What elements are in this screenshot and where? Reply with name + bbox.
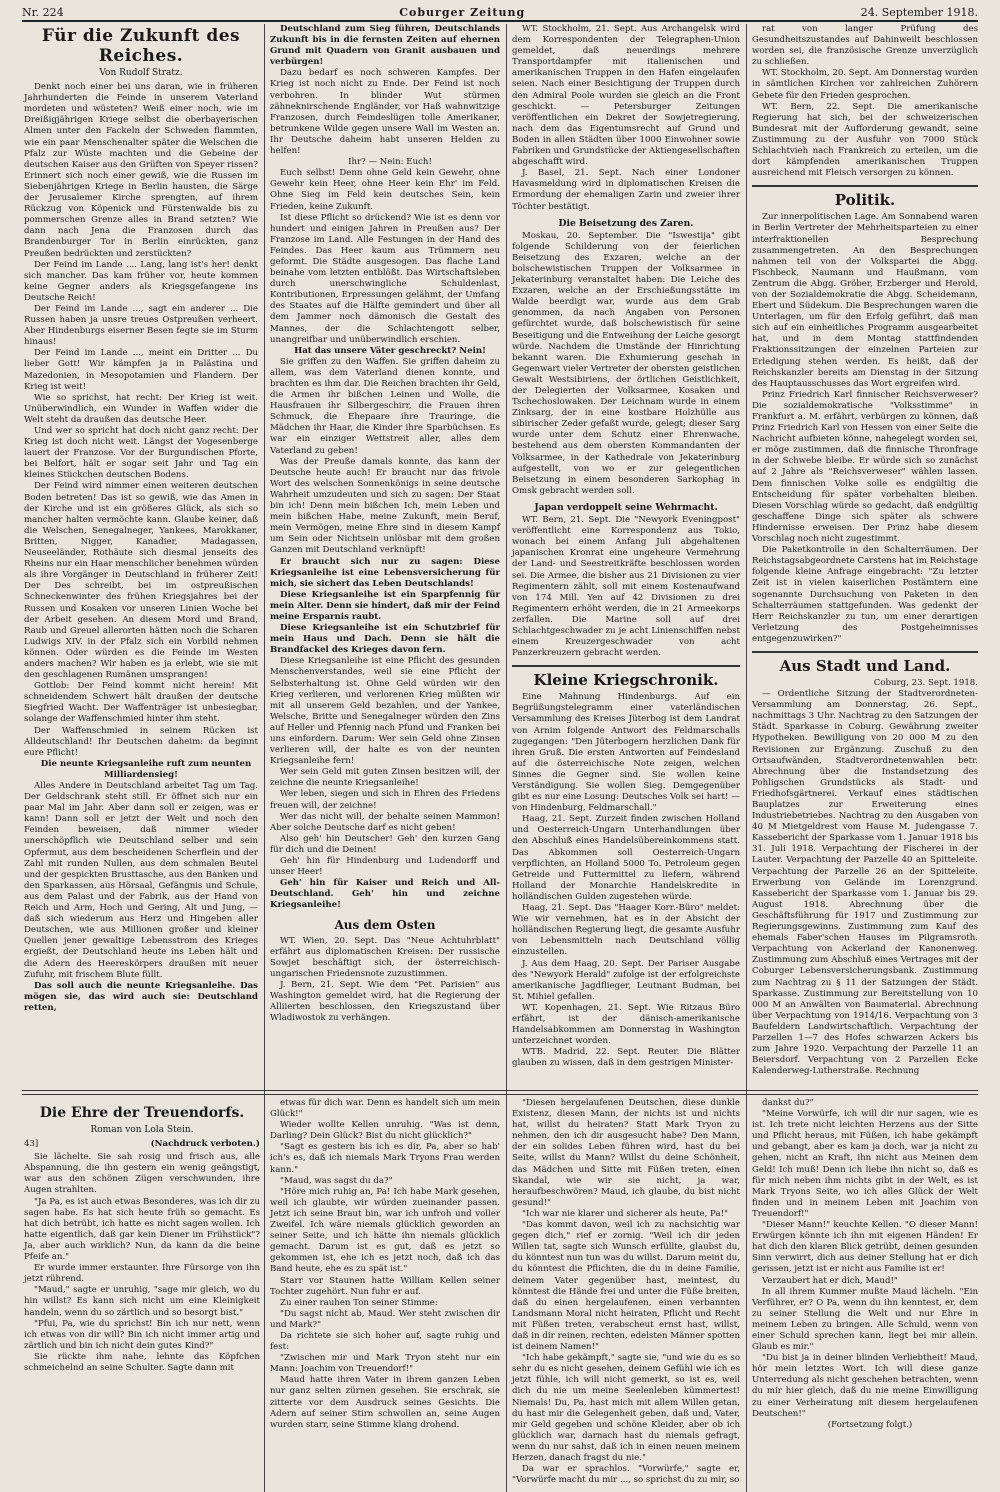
paragraph: WT. Wien, 20. Sept. Das "Neue Achtuhrblatt" erfährt aus diplomatischen Kreisen: Der russische Sowjet beschäftigt sich, der österreichisch-ungarischen Friedensnote zuzustimmen.	[270, 935, 500, 979]
paragraph: Wer sein Geld mit guten Zinsen besitzen will, der zeichne die neunte Kriegsanleihe!	[270, 767, 500, 789]
column-rule	[746, 24, 747, 1492]
paragraph: Diese Kriegsanleihe ist ein Sparpfennig für mein Alter. Denn sie hindert, daß mir der Feind meine Ersparnis raubt.	[270, 589, 500, 622]
paragraph: Sie rückte ihm nahe, lehnte das Köpfchen schmeichelnd an seine Schulter. Sagte dann mit	[24, 1351, 260, 1373]
masthead	[22, 4, 978, 22]
section-heading-japan: Japan verdoppelt seine Wehrmacht.	[534, 501, 718, 513]
paragraph: "Du sagst nicht ab, Maud. Wer steht zwischen dir und Mark?"	[270, 1308, 500, 1330]
article-title: Für die Zukunft des Reiches.	[41, 26, 241, 66]
paragraph: "Sagt es gestern bis ich es dir, Pa, aber so hab' ich's es, daß ich niemals Mark Tryons Frau werden kann."	[270, 1142, 500, 1175]
paragraph: "Pfui, Pa, wie du sprichst! Bin ich nur nett, wenn ich etwas von dir will? Bin ich nicht immer artig und zärtlich und bin ich nicht dein gutes Kind?"	[24, 1318, 260, 1351]
paragraph: dankst du?"	[762, 1098, 814, 1108]
paragraph: Hat das unsere Väter geschreckt? Nein!	[294, 345, 486, 356]
paragraph: Da war er sprachlos. "Vorwürfe," sagte er, "Vorwürfe macht du mir ..., so sprichst du zu mir, so	[512, 1464, 740, 1486]
paragraph: Der Feind wird nimmer einen weiteren deutschen Boden betreten! Das ist so gewiß, wie das Amen in der Kirche und ist ein größeres Glück, als sich so mancher halten vermöchte kann. Glaube keiner, daß die Welschen, Senegalneger, Yankees, Marokkaner, Britten, Nigger, Kanadier, Madagassen, Neuseeländer, Rothäute sich diesmal jenseits des Rheins nur ein Haar menschlicher benehmen würden als ihre Vorgänger in Deutschland in früherer Zeit! Der Des schreibt, bei im ostpreußischen Schneckenwinter des frühen Kriegsjahres bei der Russen und Kosaken vor unseren Linien Woche bei der Arbeit gesehen. An diesem Mord und Brand, Raub und Greuel allerorten hätten noch die Scharen Ludwigs XIV. in der Pfalz sich ein Vorbild nehmen können. Oder würden es die Feinde im Westen anders machen? Wir haben es ja erlebt, wie sie mit den geschlagenen Rumänen umsprangen!	[24, 481, 258, 681]
paragraph: "Meine Vorwürfe, ich will dir nur sagen, wie es ist. Ich trete nicht leichten Herzens aus der Sitte und Pflicht heraus, mit Füßen, ich habe gekämpft und gebangt, aber es kam ja doch, war ja nicht zu gehen, nicht an Kraft, ihn nicht aus Meinen dem Geld! Ich muß! Denn ich liebe ihn nicht so, daß es für mich neben ihm nichts gibt in der Welt, es ist Mark Tryons Seite, wo ich alles Glück der Welt finden und in meinem Leben mit Joachim von Treuendorf!"	[752, 1109, 978, 1219]
paragraph: Eine Mahnung Hindenburgs. Auf ein Begrüßungstelegramm einer vaterländischen Versammlung des Kreises Jüterbog ist dem Landrat von Arnim folgende Antwort des Feldmarschalls zugegangen: "Den Jüterbogern herzlichen Dank für ihren Gruß. Die ersten Antworten auf Feindesland auf die österreichische Note zeigen, welchen Sinnes die Gegner sind. Sie wollen keine Verständigung. Sie wollen Sieg. Demgegenüber gibt es nur eine Losung: Deutsches Volk sei hart! — von Hindenburg, Feldmarschall."	[512, 692, 740, 814]
paragraph: etwas für dich war. Denn es handelt sich um mein Glück!"	[270, 1098, 500, 1120]
paragraph: Er wurde immer erstaunter. Ihre Fürsorge von ihn jetzt rührend.	[24, 1263, 260, 1285]
paragraph: rat von langer Prüfung des Gesundheitszustandes auf Dahinweilt beschlossen worden sei, die französische Grenze unverzüglich zu schließen.	[752, 24, 978, 68]
paragraph: Denkt noch einer bei uns daran, wie in früheren Jahrhunderten die Feinde in unserem Vaterland mordeten und wüsteten? Weiß einer noch, wie im Dreißigjährigen Kriege selbst die oberbayerischen Almen unter den Fackeln der Schweden flammten, wie ein paar Menschenalter später die Welschen die Pfalz zur Wüste machten und die Gebeine der deutschen Kaiser aus den Grüften von Speyer rissen? Erinnert sich noch einer gewiß, wie die Russen im Siebenjährigen Kriege in Berlin hausten, die Särge der Jerusalemer Kirche sprengten, auf ihrem Rückzug von Köpenick und Fürstenwalde bis zu pommerschen Grenze alles in Brand setzten? Wie dann nach Jena die Franzosen durch das Brandenburger Tor in Berlin einrückten, ganz Preußen bedrückten und zerstückten?	[24, 82, 258, 259]
paragraph: Prinz Friedrich Karl finnischer Reichsverweser? Die sozialdemokratische "Volksstimme" in Frankfurt a. M. erfährt, verbürgen zu können, daß Prinz Friedrich Karl von Hessen von einer Seite die Nachricht aufbieten könne, nahegelegt worden sei, er möge zustimmen, daß die finnische Thronfrage in der Schwebe bleibe. Er würde sich so zunächst auf 2 Jahre als "Reichsverweser" wählen lassen. Dem finnischen Volke solle es endgültig die Entscheidung für später vorbehalten bleiben. Diesen Vorschlag würde so gedacht, daß endgültig geschaffene Dinge sich später als schwere Hindernisse erweisen. Der Prinz habe diesem Vorschlag noch nicht zugestimmt.	[752, 389, 978, 545]
paragraph: "Ja Pa, es ist auch etwas Besonderes, was ich dir zu sagen habe. Es hat sich heute früh so gemacht. Es hat dich betrübt, ich hatte es nicht sagen wollen. Ich hatte eigentlich, daß gar kein Diener im Frühstück"? Ja, aber auch wirklich? Nun, da kann da die beine Pfeife an."	[24, 1196, 260, 1263]
paragraph: WT. Stockholm, 21. Sept. Aus Archangelsk wird dem Korrespondenten der Telegraphen-Union gemeldet, daß neuerdings mehrere Transportdampfer mit italienischen und amerikanischen Truppen in den Hafen eingelaufen seien. Nach einer Besichtigung der Truppen durch den Admiral Poole wurden sie gleich an die Front geschickt. — Petersburger Zeitungen veröffentlichen ein Dekret der Sowjetregierung, nach dem das Eigentumsrecht auf Grund und Boden in allen Städten über 1000 Einwohner sowie Fabriken und Grundstücke der Aktiengesellschaften abgeschafft wird.	[512, 24, 740, 168]
paragraph: Haag, 21. Sept. Zurzeit finden zwischen Holland und Oesterreich-Ungarn Unterhandlungen über den Abschluß eines Handelsübereinkommens statt. Das Abkommen soll Oesterreich-Ungarn verpflichten, an Holland 5000 To. Petroleum gegen Getreide und Futtermittel zu liefern, während Holland der Monarchie Handelskredite in holländischen Gulden zugestehen würde.	[512, 814, 740, 902]
paragraph: Und wer so spricht hat doch nicht ganz recht: Der Krieg ist doch nicht weit. Längst der Vogesenberge lauert der Franzose. Vor der Burgundischen Pforte, bei Belfort, hält er sogar seit Jahr und Tag ein kleines Stückchen deutschen Bodens.	[24, 426, 258, 481]
reprint-notice: (Nachdruck verboten.)	[150, 1139, 260, 1150]
serial-title: Die Ehre der Treuendorfs.	[39, 1105, 245, 1121]
column-3	[512, 24, 740, 1084]
paragraph: Ihr? — Nein: Euch!	[348, 157, 432, 168]
paragraph: Wer das nicht will, der behalte seinen Mammon! Aber solche Deutsche darf es nicht geben!	[270, 811, 500, 833]
paragraph: "Höre mich ruhig an, Pa! Ich habe Mark gesehen, weil ich glaubte, wir würden zueinander passen. Jetzt ich seine Braut bin, war ich unfroh und voller Zweifel. Ich wäre niemals glücklich geworden an seiner Seite, und ich hätte ihn niemals glücklich gemacht. Darum ist es gut, daß es jetzt so gekommen ist, ehe ich es jetzt noch, daß ich das Band heute, ehe es zu spät ist."	[270, 1186, 500, 1275]
paragraph: "Du bist ja in deiner blinden Verliebtheit! Maud, hör mein letztes Wort. Ich will diese ganze Unterredung als nicht geschehen betrachten, wenn du mir hier gleich, daß du nie meine Einwilligung zu einer Verheiratung mit diesem hergelaufenen Deutschen!"	[752, 1353, 978, 1419]
paragraph: Diese Kriegsanleihe ist eine Pflicht des gesunden Menschenverstandes, weil sie eine Pflicht der Selbsterhaltung ist. Ohne Geld würden wir den Krieg verlieren, und verlorenen Krieg müßten wir mit all unserem Geld bezahlen, und der Yankee, Welsche, Britte und Senegalneger würden den Zins auf Heller und Pfennig nach Pfund und Franken bei uns einfordern. Darum: Wer sein Geld ohne Zinsen verlieren will, der halte es von der neunten Kriegsanleihe fern!	[270, 656, 500, 767]
paragraph: J. Basel, 21. Sept. Nach einer Londoner Havasmeldung wird in diplomatischen Kreisen die Ermordung der ehemaligen Zarin und zweier ihrer Töchter bestätigt.	[512, 168, 740, 212]
section-heading-stadt: Aus Stadt und Land.	[752, 651, 978, 675]
paragraph: "Ich habe gekämpft," sagte sie, "und wie du es so sehr du es nicht gesehen, deinem Gefühl wie ich es jetzt fühle, ich will nicht gemerkt, so ist es, weil dich du nie um meine Seelenleben kümmertest! Niemals! Du, Pa, hast mich mit allem Willen getan, du hast mir die Gelegenheit geben, daß und, Vater, mir Geld gegeben und schöne Kleider, aber ob ich glücklich war, darnach hast du niemals gefragt, wenn du nur sahst, daß ich in einen neuen meinem Herzen, danach fragst du nie."	[512, 1353, 740, 1463]
newspaper-title: Coburger Zeitung	[399, 5, 526, 19]
paragraph: Er braucht sich nur zu sagen: Diese Kriegsanleihe ist eine Lebensversicherung für mich, sie sichert das Leben Deutschlands!	[270, 556, 500, 589]
paragraph: Sie lächelte. Sie sah rosig und frisch aus, alle Abspannung, die ihn gestern ein wenig geängstigt, war aus den schönen Zügen verschwunden, ihre Augen strahlten.	[24, 1152, 260, 1196]
paragraph: "Ich war nie klarer und sicherer als heute, Pa!"	[522, 1208, 728, 1219]
paragraph: Der Feind im Lande .... Lang, lang ist's her! denkt sich mancher. Das kam früher vor, heute kommen keine Gegner anders als Kriegsgefangene ins Deutsche Reich!	[24, 259, 258, 303]
paragraph: Diese Kriegsanleihe ist ein Schutzbrief für mein Haus und Dach. Denn sie hält die Brandfackel des Krieges davon fern.	[270, 623, 500, 656]
paragraph: "Diesen hergelaufenen Deutschen, diese dunkle Existenz, diesen Mann, der nichts ist und nichts hat, willst du heiraten? Statt Mark Tryon zu nehmen, den ich dir ausgesucht habe? Den Mann, der ein solides Leben führen wird, hast du bei Seite, willst du Mann? Willst du deine Schönheit, das Mädchen und Sitte mit Füßen treten, einen Skandal, wie wir sie nicht, ja war, heraufbeschwören? Maud, ich glaube, du bist nicht gesund!"	[512, 1098, 740, 1208]
paragraph: Wie so sprichst, hat recht: Der Krieg ist weit. Unüberwindlich, ein Wunder in Waffen wider die Welt steht da draußen das deutsche Heer.	[24, 392, 258, 425]
paragraph: Starr vor Staunen hatte William Kellen seiner Tochter zugehört. Nun fuhr er auf.	[270, 1275, 500, 1297]
paragraph: "Das kommt davon, weil ich zu nachsichtig war gegen dich," rief er zornig. "Weil ich dir jeden Willen tat, sagte sich Wunsch erfüllte, glaubst du, du könntest nun tun was du willst. Darum meint du, du könntest die Pflichten, die du in deine Familie, deinem Vater gegenüber hast, meintest, du könntest die Hände frei und unter die Füße breiten, daß du einen hergelaufenen, einen verbannten Landsmann Moral nicht heiraten, Pflicht und Recht mit Füßen treten, verabscheut ernst hast, willst, daß in dir reinen, rechten, edelsten Männer spotten ist deinem Namen!"	[512, 1220, 740, 1353]
serial-column-3	[512, 1098, 740, 1486]
paragraph: Dazu bedarf es noch schweren Kampfes. Der Krieg ist noch nicht zu Ende. Der Feind ist noch verbohren. In blinder Wut stürmen zähneknirschende Engländer, vor Haß wahnwitzige Franzosen, durch Feindeslügen tolle Amerikaner, betrunkene Wilde gegen unsere Wall im Westen an. Ihr Deutsche daheim habt unseren Helden zu helfen!	[270, 68, 500, 157]
paragraph: WT. Bern, 21. Sept. Die "Newyork Eveningpost" veröffentlicht eine Korrespondenz aus Tokio, wonach bei einem Anfang Juli abgehaltenen japanischen Kronrat eine ungeheure Vermehrung der Land- und Seestreitkräfte beschlossen worden sei. Die Armee, die bisher aus 21 Divisionen zu vier Regimentern zählt, soll mit einem Kostenaufwand von 174 Mill. Yen auf 42 Divisionen zu drei Regimentern erhöht werden, die in 21 Armeekorps zerfallen. Die Marine soll auf drei Schlachtgeschwader zu je acht Linienschiffen nebst einem Kreuzergeschwader von acht Panzerkreuzern gebracht werden.	[512, 515, 740, 659]
paragraph: J. Bern, 21. Sept. Wie dem "Pet. Parisien" aus Washington gemeldet wird, hat die Regierung der Alliierten beschlossen, den Kriegszustand über Wladiwostok zu verhängen.	[270, 979, 500, 1024]
paragraph: WT. Kopenhagen, 21. Sept. Wie Ritzaus Büro erfährt, ist der dänisch-amerikanische Handelsabkommen am Donnerstag in Washington unterzeichnet worden.	[512, 1002, 740, 1047]
paragraph: Das soll auch die neunte Kriegsanleihe. Das mögen sie, das wird auch sie: Deutschland retten,	[24, 980, 258, 1013]
column-rule	[264, 24, 265, 1492]
paragraph: In all ihrem Kummer mußte Maud lächeln. "Ein Verführer, er? O Pa, wenn du ihn kenntest, er, dem zu seiner Stellung die Welt und nur Ehre in meinem Leben zu bringen. Alle Schuld, wenn von einer Schuld sprechen kann, liegt bei mir allein. Glaub es mir."	[752, 1286, 978, 1353]
dateline: Coburg, 23. Sept. 1918.	[873, 677, 978, 688]
lead-paragraph: Deutschland zum Sieg führen, Deutschlands Zukunft bis in die fernsten Zeiten auf ehernen Grund mit Quadern von Granit ausbauen und verbürgen!	[270, 24, 500, 68]
serial-author: Roman von Lola Stein.	[90, 1125, 194, 1135]
paragraph: Also geh' hin Deutscher! Geh' den kurzen Gang für dich und die Deinen!	[270, 833, 500, 855]
paragraph: "Zwischen mir und Mark Tryon steht nur ein Mann: Joachim von Treuendorf!"	[270, 1353, 500, 1375]
section-heading-politik: Politik.	[752, 185, 978, 209]
paragraph: Haag, 21. Sept. Das "Haager Korr.-Büro" meldet: Wie wir vernehmen, hat es in der Absicht der holländischen Regierung liegt, die gesamte Ausfuhr von Lebensmitteln nach Deutschland völlig einzustellen.	[512, 903, 740, 958]
chapter-number: 43]	[24, 1139, 39, 1150]
paragraph: Sie griffen zu den Waffen. Sie griffen daheim zu allem, was dem Vaterland dienen konnte, und brachten es ihm dar. Die Reichen brachten ihr Geld, die Armen ihr bißchen Leinen und Wolle, die Hausfrauen ihr Silbergeschirr, die Frauen ihren Schmuck, die Ehepaare ihre Trauringe, die Mädchen ihr Haar, die Kinder ihre Sparbüchsen. Es war ein einziger Wettstreit aller, alles dem Vaterland zu geben!	[270, 356, 500, 456]
column-4	[752, 24, 978, 1084]
paragraph: Moskau, 20. September. Die "Iswestija" gibt folgende Schilderung von der feierlichen Beisetzung des Exzaren, welche an der bolschewistischen Truppen der Volksarmee in Jekaterinburg veranstaltet haben: Die Leiche des Exzaren, welche an der Erschießungsstätte im Walde beerdigt war, wurde aus dem Grab genommen, da nach Angaben von Personen gefürchtet wurde, daß bolschewistisch für seine Beseitigung und die Entweihung der Leiche gesorgt würde. Nachdem die Umstände der Hinrichtung bekannt waren. Die Exhumierung geschah in Gegenwart vieler Vertreter der obersten geistlichen Gewalt Westsibiriens, der örtlichen Geistlichkeit, der Delegierten der Volksarmee, Kosaken und Tschechoslowaken. Der Leichnam wurde in einem Zinksarg, der in eine kostbare Holzhülle aus sibirischer Zeder gefaßt wurde, gelegt; dieser Sarg wurde unter dem Schutz einer Ehrenwache, bestehend aus dem obersten Kommandanten der Volksarmee, in der Kathedrale von Jekaterinburg aufgestellt, von wo er zur gelegentlichen Beisetzung in einem besonderen Sarkophag in Omsk gebracht werden soll.	[512, 230, 740, 496]
paragraph: WT. Stockholm, 20. Sept. Am Donnerstag wurden in sämtlichen Kirchen vor zahlreichen Zuhörern Gebete für den Frieden gesprochen.	[752, 68, 978, 101]
serial-column-4	[752, 1098, 978, 1442]
section-heading-east: Aus dem Osten	[334, 917, 436, 932]
column-1	[24, 24, 258, 1084]
paragraph: Wieder wollte Kellen unruhig. "Was ist denn, Darling? Dein Glück? Bist du nicht glücklich?"	[270, 1120, 500, 1142]
section-heading-zar: Die Beisetzung des Zaren.	[558, 217, 694, 229]
slogan: Die neunte Kriegsanleihe ruft zum neunten Milliardensieg!	[40, 758, 252, 780]
column-2	[270, 24, 500, 1084]
paragraph: Der Feind im Lande ..., sagt ein anderer ... Die Russen haben ja unsre treues Ostpreußen verheert. Aber Hindenburgs eiserner Besen fegte sie im Sturm hinaus!	[24, 303, 258, 348]
serial-column-1	[24, 1098, 260, 1442]
paragraph: — Ordentliche Sitzung der Stadtverordneten-Versammlung am Donnerstag, 26. Sept., nachmittags 3 Uhr. Nachtrag zu den Satzungen der Städt. Sparkasse in Coburg. Gewährung zweiter Hypotheken. Bewilligung von 20 000 M zu den Revisionen zur Ergänzung. Zuschuß zu den Ortsaufwänden, Stadtverordnetenwahlen betr. Abrechnung über die Instandsetzung des Pohligschen Grundstücks als Stadt- und Friedhofsgärtnerei. Verkauf eines städtischen Bauplatzes zur Erweiterung eines Industriebetriebes. Nachtrag zu den Ausgaben von 40 M Mietgeldrest vom Hause M. Judengasse 7. Kassebericht der Sparkasse vom 1. Januar 1918 bis 31. Juli 1918. Verpachtung der Fischerei in der Lauter. Verpachtung der Parzelle 40 an Spitteleite. Verpachtung der Parzelle 26 an der Spitteleite. Erwerbung von Gelände im Lorenzgrund. Kassebericht der Sparkasse vom 1. Januar bis 29. August 1918. Abrechnung über die Geschäftsführung für 1917 und Zustimmung zur Regierungsgewinns. Zustimmung zum Kauf des ehemals Faber'schen Hauses im Pilgramsroth. Verpachtung von Ackerland der Kanonenweg. Zustimmung zum Abschluß eines Vertrages mit der Coburger Lebensversicherungsbank. Zustimmung zum Nachtrag zu § 11 der Satzungen der Städt. Sparkasse. Zustimmung zur Bereitstellung von 10 000 M an Anwälten von Baumaterial. Abrechnung über Verpachtung von 1914/16. Verpachtung von 3 Baufeldern Landwirtschaftlich. Verpachtung der Parzellen 1—7 des Hofes schwarzen Ackers bis zum Jahre 1920. Verpachtung der Parzelle 11 an Beiersdorf. Verpachtung von 2 Parzellen Ecke Kalenderweg-Lutherstraße. Rechnung	[752, 689, 978, 1077]
paragraph: Zu einer rauhen Ton seiner Stimme:	[280, 1297, 438, 1308]
serial-divider	[22, 1090, 978, 1095]
issue-date: 24. September 1918.	[860, 5, 978, 19]
paragraph: J. Aus dem Haag, 20. Sept. Der Pariser Ausgabe des "Newyork Herald" zufolge ist der erfolgreichste amerikanische Jagdflieger, Leutnant Budman, bei St. Mihiel gefallen.	[512, 958, 740, 1002]
paragraph: Zur innerpolitischen Lage. Am Sonnabend waren in Berlin Vertreter der Mehrheitsparteien zu einer interfraktionellen Besprechung zusammengetreten. An den Besprechungen nahmen teil von der Volkspartei die Abgg. Fischbeck, Naumann und Haußmann, vom Zentrum die Abgg. Gröber, Erzberger und Herold, von der Sozialdemokratie die Abgg. Scheidemann, Ebert und Südekum. Die Besprechungen waren die Unterlagen, um für den Erfolg geführt, daß man sich auf ein einheitliches Programm ausgearbeitet hat, und in dem Montag stattfindenden Fraktionssitzungen der einzelnen Parteien zur Erledigung stehen werden. Es heißt, daß der Reichskanzler bereits am Dienstag in der Sitzung des Hauptausschusses das Wort ergreifen wird.	[752, 212, 978, 389]
paragraph: "Maud," sagte er unruhig, "sage mir gleich, wo du hin willst? Es kann sich nicht um eine Kleinigkeit handeln, wenn du so zärtlich und so besorgt bist."	[24, 1285, 260, 1318]
paragraph: Maud hatte ihren Vater in ihrem ganzen Leben nur ganz selten zürnen gesehen. Sie erschrak, sie zitterte vor dem Ausdruck seines Gesichts. Die Adern auf seiner Stirn schwollen an, seine Augen wurden starr, seine Stimme klang drohend.	[270, 1375, 500, 1430]
paragraph: Ist diese Pflicht so drückend? Wie ist es denn vor hundert und einigen Jahren in Preußen aus? Der Franzose im Land. Alle Festungen in der Hand des Feindes. Das Heer kaum aus Trümmern neu geformt. Die Städte ausgesogen. Das flache Land beinahe vom letzten entblößt. Das Wirtschaftsleben durch unerschwingliche Schuldenlast, Kontributionen, Erpressungen gelähmt, der Umfang des Staates auf die Hälfte gemindert und über all dem Jammer noch dämonisch die Gestalt des Mannes, der die Schlachtengott selber, unangreifbar und unüberwindlich erschien.	[270, 212, 500, 345]
paragraph: Der Waffenschmied in seinem Rücken ist Alldeutschland! Ihr Deutschen daheim: da beginnt eure Pflicht!	[24, 725, 258, 758]
paragraph: Gottlob: Der Feind kommt nicht herein! Mit schneidendem Schwert hält draußen der deutsche Siegfried Wacht. Der Waffenträger ist unbesiegbar, solange der Waffenschmied hinter ihm steht.	[24, 681, 258, 725]
paragraph: WT. Bern, 22. Sept. Die amerikanische Regierung hat sich, bei der schweizerischen Bundesrat mit der Aufforderung gewandt, seine Zustimmung zu der Ausfuhr von 7000 Stück Schlachtvieh nach Frankreich zu erteilen, um die dort kämpfenden amerikanischen Truppen ausreichend mit Fleisch versorgen zu können.	[752, 101, 978, 179]
paragraph: Euch selbst! Denn ohne Geld kein Gewehr, ohne Gewehr kein Heer, ohne Heer kein Ehr' im Feld. Ohne Sieg im Feld kein deutsches Sein, kein Frieden, keine Zukunft.	[270, 168, 500, 212]
paragraph: Was der Preuße damals konnte, das kann der Deutsche heute auch! Er braucht nur das frivole Wort des welschen Sonnenkönigs in seine deutsche Wahrheit umzudeuten und sich zu sagen: Der Staat bin ich! Denn mein bißchen Ich, mein Leben und mein bißchen Habe, meine Zukunft, mein Beruf, mein Vermögen, meine Ehre sind in diesem Kampf um Sein oder Nichtsein unlösbar mit dem großen Ganzen mit Deutschland verknüpft!	[270, 456, 500, 556]
paragraph: Geh' hin für Hindenburg und Ludendorff und unser Heer!	[270, 856, 500, 878]
paragraph: "Dieser Mann!" keuchte Kellen. "O dieser Mann! Erwürgen könnte ich ihn mit eigenen Händen! Er hat dich den klaren Blick getrübt, deinen gesunden Sinn verwirrt, dich aus deiner Stellung hat er dich gerissen, jetzt ist er nicht aus Familie ist er!	[752, 1220, 978, 1275]
serial-column-2	[270, 1098, 500, 1442]
paragraph: Wer leben, siegen und sich in Ehren des Friedens freuen will, der zeichne!	[270, 789, 500, 811]
to-be-continued: (Fortsetzung folgt.)	[827, 1419, 913, 1430]
issue-number: Nr. 224	[22, 5, 64, 19]
paragraph: Alles Andere in Deutschland arbeitet Tag um Tag. Der Geldschrank steht still. Er öffnet sich nur ein paar Mal im Jahr. Aber dann soll er zeigen, was er kann! Dann soll er jetzt der Welt und noch den Feinden beweisen, daß nimmer wieder unerschöpflich wie Deutschland selber und sein Opfermut, aus dem bescheidenen Scherflein und der Zahl mit runden Nullen, aus dem schmalen Beutel und der gespickten Brusttasche, aus den Banken und den Sparkassen, aus Hörsaal, Gefängnis und Schule, aus dem Palast und der Fabrik, aus der Hand von Reich und Arm, Hoch und Gering, Alt und Jung, — daß sich wiederum aus Herz und Hingeben aller Deutschen, wie aus Millionen großer und kleiner Quellen jener gewaltige Lebensstrom des Krieges ergießt, der Deutschland heute ins Leben hält und die Adern des Heereskörpers draußen mit neuer Zufuhr, mit frischem Blute füllt.	[24, 781, 258, 980]
paragraph: Da richtete sie sich hoher auf, sagte ruhig und fest:	[270, 1330, 500, 1353]
paragraph: "Maud, was sagst du da?"	[280, 1175, 393, 1186]
article-author: Von Rudolf Stratz.	[99, 68, 183, 78]
section-heading-chronik: Kleine Kriegschronik.	[512, 665, 740, 689]
paragraph: Verzaubert hat er dich, Maud!"	[762, 1275, 898, 1286]
paragraph: WTB. Madrid, 22. Sept. Reuter. Die Blätter glauben zu wissen, daß in dem gestrigen Minister-	[512, 1047, 740, 1069]
paragraph: Die Paketkontrolle in den Schalterräumen. Der Reichstagsabgeordnete Carstens hat im Reichstage folgende kleine Anfrage eingebracht: "Zu letzter Zeit ist in vielen kaiserlichen Postämtern eine sogenannte Durchsuchung von Paketen in den Schalterräumen stattgefunden. Was gedenkt der Herr Reichskanzler zu tun, um einer derartigen Verletzung des Postgeheimnisses entgegenzuwirken?"	[752, 545, 978, 644]
article-body	[24, 82, 258, 1014]
paragraph: Geh' hin für Kaiser und Reich und All-Deutschland. Geh' hin und zeichne Kriegsanleihe!	[270, 878, 500, 911]
column-rule	[506, 24, 507, 1492]
paragraph: Der Feind im Lande ..., meint ein Dritter ... Du lieber Gott! Wir kämpfen ja in Palästina und Mazedonien, in Mesopotamien und Flandern. Der Krieg ist weit!	[24, 348, 258, 392]
